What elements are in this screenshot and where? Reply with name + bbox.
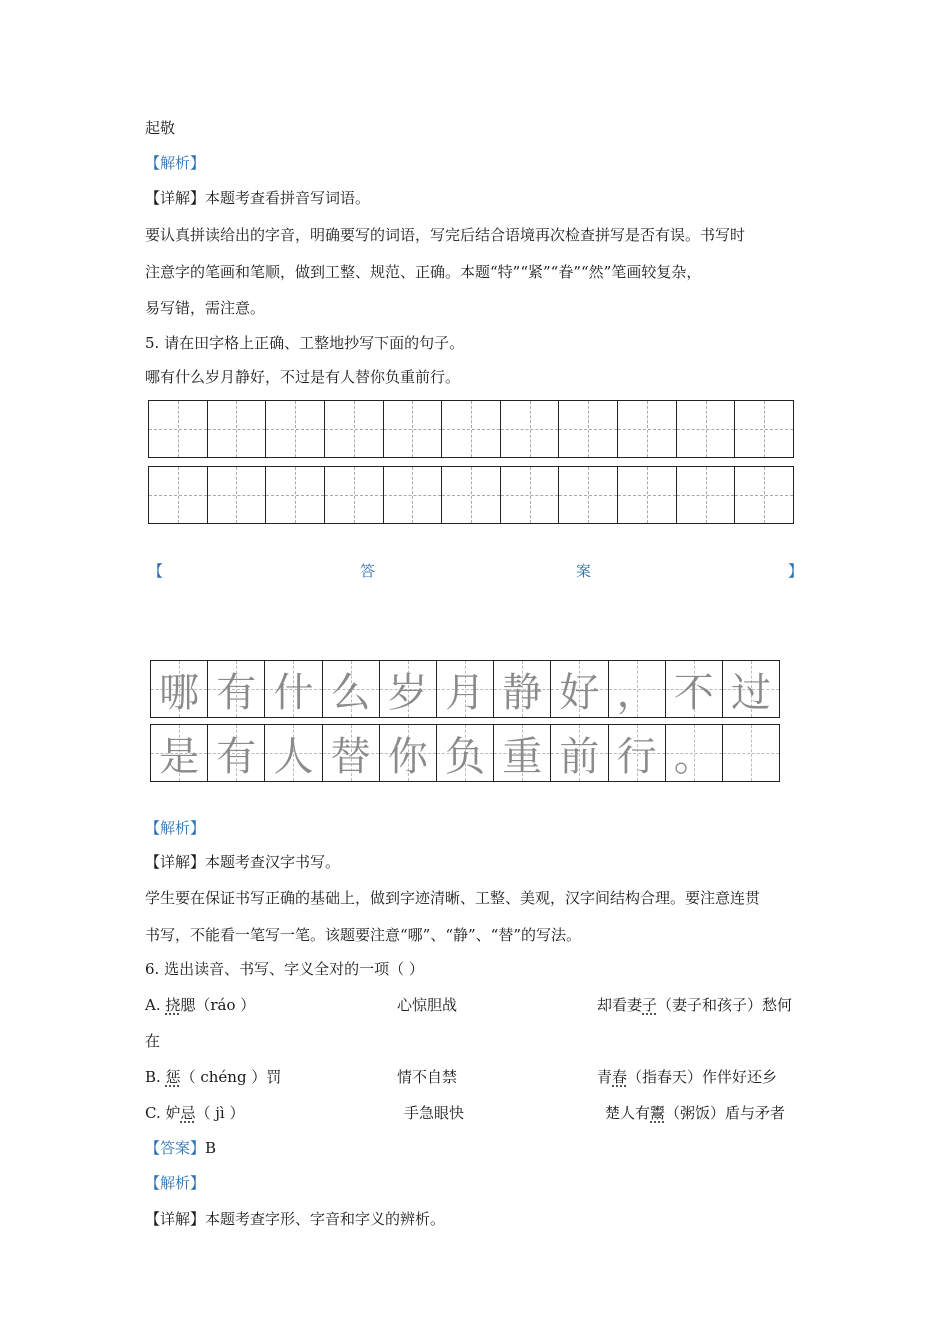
- option-a: A. 挠腮（ráo ）: [145, 996, 256, 1014]
- text-line: 哪有什么岁月静好，不过是有人替你负重前行。: [145, 368, 461, 386]
- question-6: 6. 选出读音、书写、字义全对的一项（ ）: [145, 960, 424, 978]
- answer-line: 【答案】B: [145, 1139, 217, 1157]
- answer-char: 岁: [387, 669, 428, 716]
- tianzige-grid-row-1: [148, 400, 794, 458]
- answer-char: 月: [445, 669, 486, 716]
- answer-char: 行: [616, 733, 657, 780]
- answer-header-close: 】: [788, 562, 804, 580]
- answer-char: 不: [673, 669, 714, 716]
- text-line: 【详解】本题考查看拼音写词语。: [145, 189, 371, 207]
- text-line: 易写错，需注意。: [145, 299, 266, 317]
- option-c-item-3: 楚人有鬻（粥饭）盾与矛者: [605, 1104, 786, 1122]
- text-line: 学生要在保证书写正确的基础上，做到字迹清晰、工整、美观，汉字间结构合理。要注意连贯: [145, 889, 761, 907]
- analysis-label: 【解析】: [145, 1174, 206, 1192]
- answer-char: 过: [730, 669, 771, 716]
- answer-char: 哪: [159, 669, 200, 716]
- answer-grid-row-1: [150, 660, 780, 718]
- answer-header-char: 案: [576, 562, 592, 580]
- answer-char: 。: [673, 733, 714, 780]
- answer-grid-row-2: [150, 724, 780, 782]
- option-a-item-2: 心惊胆战: [397, 996, 458, 1014]
- answer-char: ，: [616, 669, 657, 716]
- answer-char: 好: [559, 669, 600, 716]
- answer-char: 有: [216, 733, 257, 780]
- analysis-label: 【解析】: [145, 154, 206, 172]
- answer-header-char: 答: [360, 562, 376, 580]
- answer-header-open: 【: [148, 562, 164, 580]
- answer-char: 静: [502, 669, 543, 716]
- answer-char: 人: [273, 733, 314, 780]
- text-line: 要认真拼读给出的字音，明确要写的词语，写完后结合语境再次检查拼写是否有误。书写时: [145, 226, 746, 244]
- option-b-item-3: 青春（指春天）作伴好还乡: [597, 1068, 778, 1086]
- answer-char: 有: [216, 669, 257, 716]
- option-b-item-2: 情不自禁: [397, 1068, 458, 1086]
- text-line: 注意字的笔画和笔顺，做到工整、规范、正确。本题“特”“紧”“眷”“然”笔画较复杂，: [145, 263, 702, 281]
- answer-char: 替: [330, 733, 371, 780]
- answer-char: 负: [445, 733, 486, 780]
- option-a-continued: 在: [145, 1032, 161, 1050]
- option-c: C. 妒忌（ jì ）: [145, 1104, 245, 1122]
- question-5: 5. 请在田字格上正确、工整地抄写下面的句子。: [145, 334, 465, 352]
- analysis-label: 【解析】: [145, 819, 206, 837]
- text-line: 书写，不能看一笔写一笔。该题要注意“哪”、“静”、“替”的写法。: [145, 926, 582, 944]
- text-line: 起敬: [145, 119, 176, 137]
- answer-char: 前: [559, 733, 600, 780]
- option-b: B. 惩（ chéng ）罚: [145, 1068, 282, 1086]
- answer-char: 么: [330, 669, 371, 716]
- answer-char: 是: [159, 733, 200, 780]
- option-a-item-3: 却看妻子（妻子和孩子）愁何: [597, 996, 793, 1014]
- option-c-item-2: 手急眼快: [404, 1104, 465, 1122]
- answer-char: 重: [502, 733, 543, 780]
- text-line: 【详解】本题考查字形、字音和字义的辨析。: [145, 1210, 446, 1228]
- text-line: 【详解】本题考查汉字书写。: [145, 853, 341, 871]
- tianzige-grid-row-2: [148, 466, 794, 524]
- answer-char: 你: [387, 733, 428, 780]
- answer-char: 什: [273, 669, 314, 716]
